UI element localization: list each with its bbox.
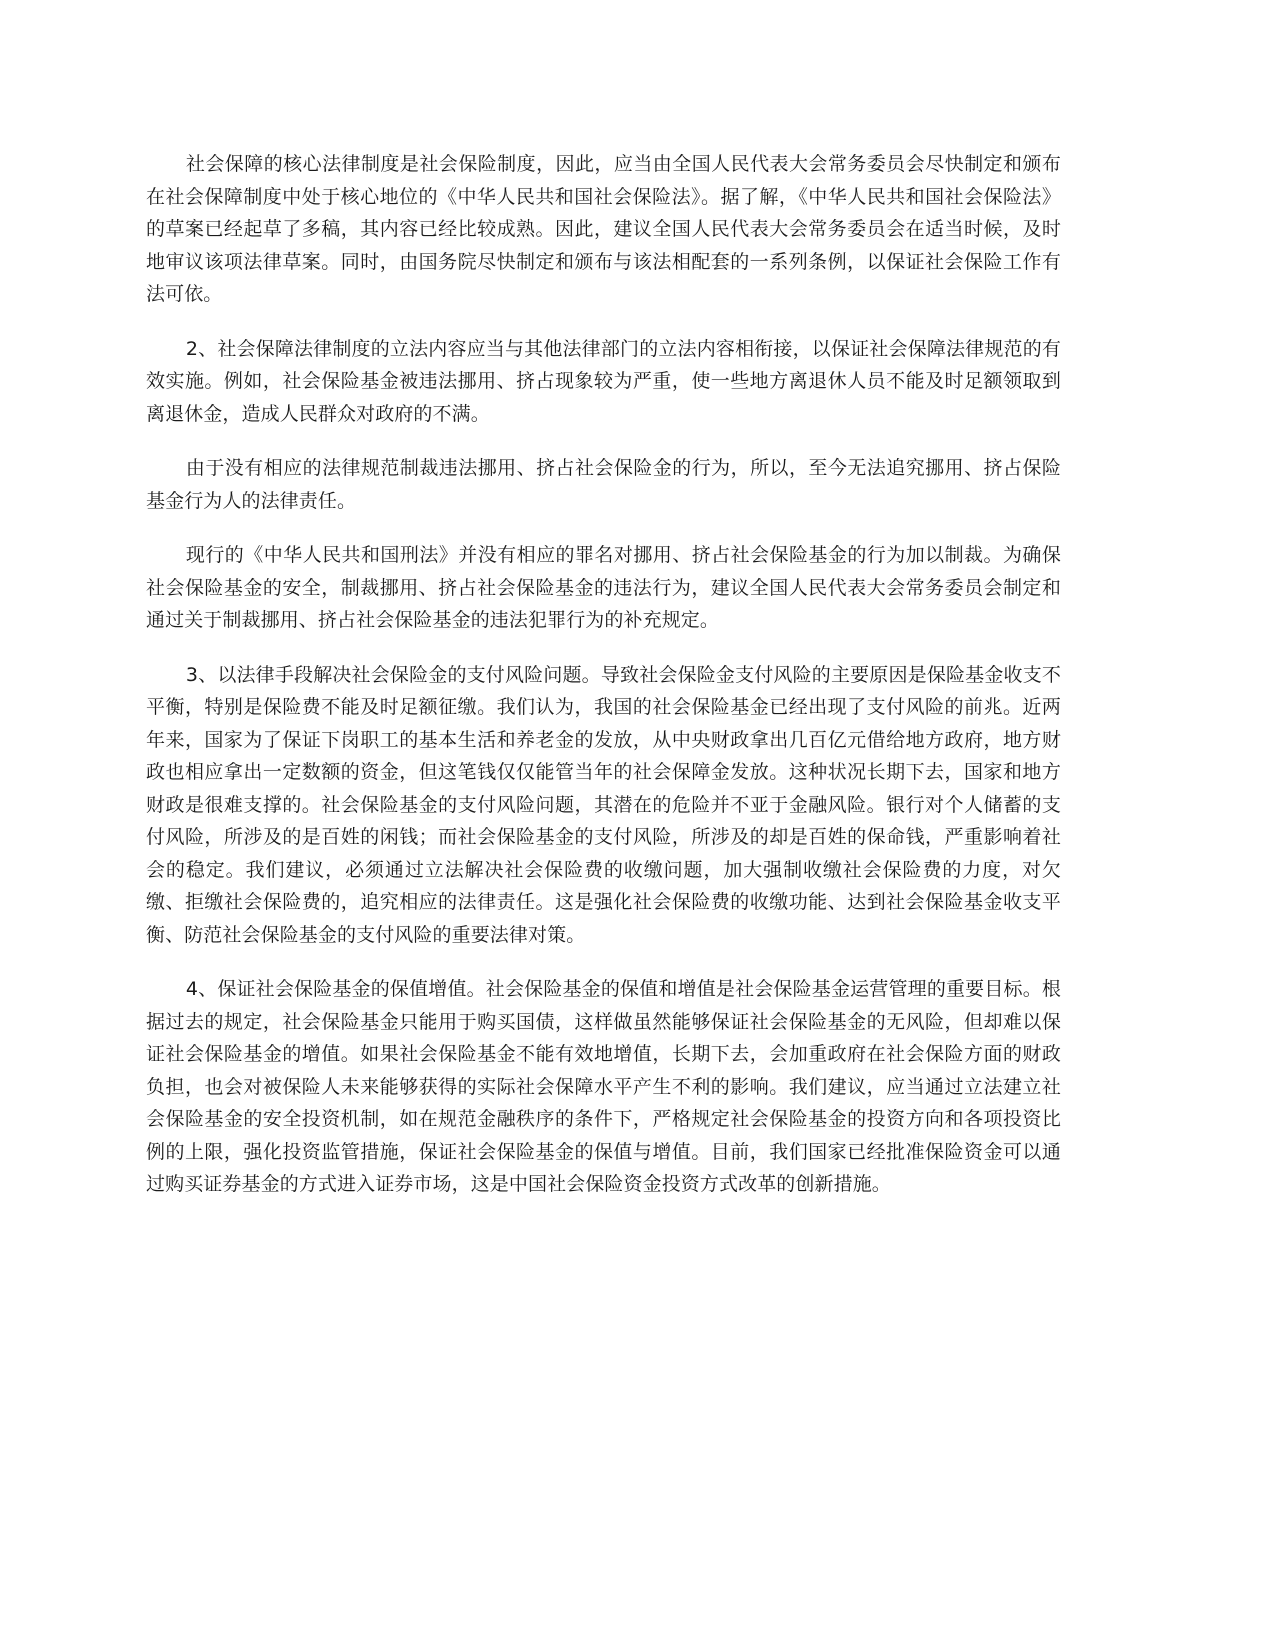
paragraph-item-4: 4、保证社会保险基金的保值增值。社会保险基金的保值和增值是社会保险基金运营管理的重要目标。根据过去的规定，社会保险基金只能用于购买国债，这样做虽然能够保证社会保险基金的无风险，但却难以保证社会保险基金的增值。如果社会保险基金不能有效地增值，长期下去，会加重政府在社会保险方面的财政负担，也会对被保险人未来能够获得的实际社会保障水平产生不利的影响。我们建议，应当通过立法建立社会保险基金的安全投资机制，如在规范金融秩序的条件下，严格规定社会保险基金的投资方向和各项投资比例的上限，强化投资监管措施，保证社会保险基金的保值与增值。目前，我们国家已经批准保险资金可以通过购买证券基金的方式进入证券市场，这是中国社会保险资金投资方式改革的创新措施。	[146, 978, 1061, 1195]
paragraph-no-sanction: 由于没有相应的法律规范制裁违法挪用、挤占社会保险金的行为，所以，至今无法追究挪用、挤占保险基金行为人的法律责任。	[146, 457, 1061, 512]
paragraph-criminal-law: 现行的《中华人民共和国刑法》并没有相应的罪名对挪用、挤占社会保险基金的行为加以制裁。为确保社会保险基金的安全，制裁挪用、挤占社会保险基金的违法行为，建议全国人民代表大会常务委员会制定和通过关于制裁挪用、挤占社会保险基金的违法犯罪行为的补充规定。	[146, 544, 1061, 631]
paragraph-core-law: 社会保障的核心法律制度是社会保险制度，因此，应当由全国人民代表大会常务委员会尽快制定和颁布在社会保障制度中处于核心地位的《中华人民共和国社会保险法》。据了解，《中华人民共和国社会保险法》的草案已经起草了多稿，其内容已经比较成熟。因此，建议全国人民代表大会常务委员会在适当时候，及时地审议该项法律草案。同时，由国务院尽快制定和颁布与该法相配套的一系列条例，以保证社会保险工作有法可依。	[146, 153, 1061, 305]
document-page	[146, 148, 1061, 1223]
paragraph-item-3: 3、以法律手段解决社会保险金的支付风险问题。导致社会保险金支付风险的主要原因是保险基金收支不平衡，特别是保险费不能及时足额征缴。我们认为，我国的社会保险基金已经出现了支付风险的前兆。近两年来，国家为了保证下岗职工的基本生活和养老金的发放，从中央财政拿出几百亿元借给地方政府，地方财政也相应拿出一定数额的资金，但这笔钱仅仅能管当年的社会保障金发放。这种状况长期下去，国家和地方财政是很难支撑的。社会保险基金的支付风险问题，其潜在的危险并不亚于金融风险。银行对个人储蓄的支付风险，所涉及的是百姓的闲钱；而社会保险基金的支付风险，所涉及的却是百姓的保命钱，严重影响着社会的稳定。我们建议，必须通过立法解决社会保险费的收缴问题，加大强制收缴社会保险费的力度，对欠缴、拒缴社会保险费的，追究相应的法律责任。这是强化社会保险费的收缴功能、达到社会保险基金收支平衡、防范社会保险基金的支付风险的重要法律对策。	[146, 663, 1061, 946]
paragraph-item-2: 2、社会保障法律制度的立法内容应当与其他法律部门的立法内容相衔接，以保证社会保障法律规范的有效实施。例如，社会保险基金被违法挪用、挤占现象较为严重，使一些地方离退休人员不能及时足额领取到离退休金，造成人民群众对政府的不满。	[146, 337, 1061, 425]
